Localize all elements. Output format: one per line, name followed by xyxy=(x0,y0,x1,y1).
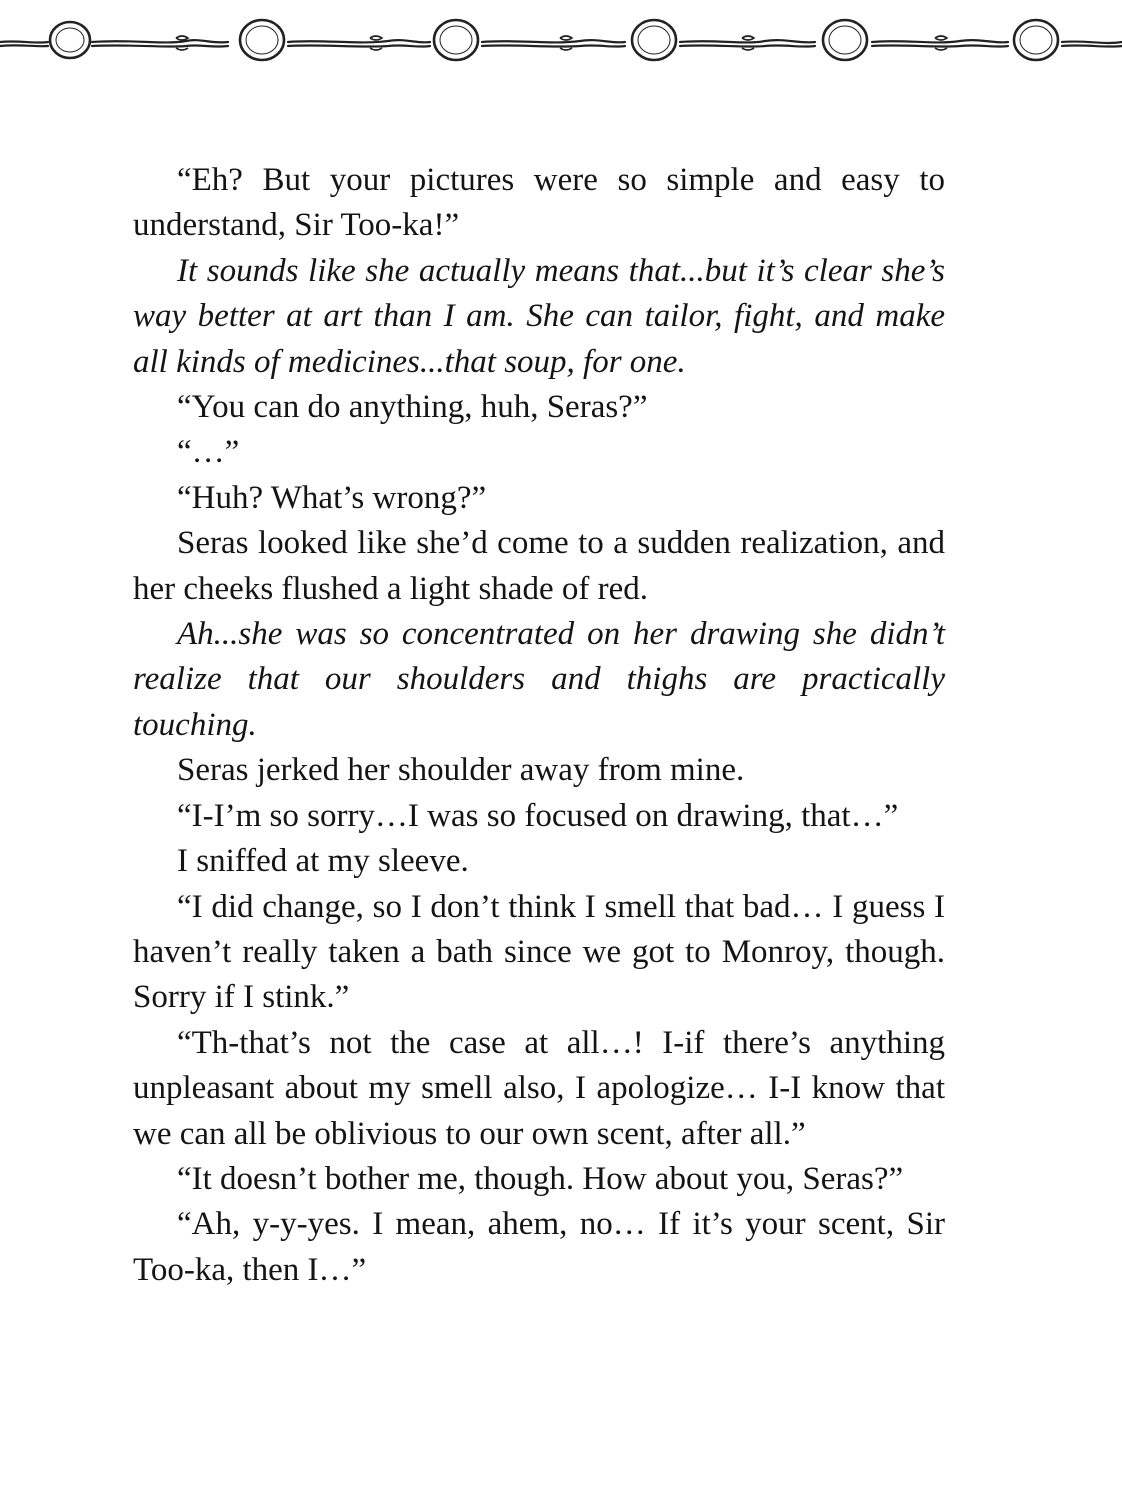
paragraph: Ah...she was so concentrated on her drawing she didn’t realize that our shoulders and thighs are practically touching. xyxy=(133,616,945,743)
paragraph: “I-I’m so sorry…I was so focused on drawing, that…” xyxy=(177,797,899,834)
paragraph: Seras jerked her shoulder away from mine. xyxy=(177,752,745,789)
paragraph: “Th-that’s not the case at all…! I-if there’s anything unpleasant about my smell also, I apologize… I-I know that we can all be oblivious to our own scent, after all.” xyxy=(133,1024,945,1152)
paragraph: “It doesn’t bother me, though. How about you, Seras?” xyxy=(177,1160,904,1197)
paragraph: It sounds like she actually means that...but it’s clear she’s way better at art than I am. She can tailor, fight, and make all kinds of medicines...that soup, for one. xyxy=(133,252,945,380)
paragraph: “Ah, y-y-yes. I mean, ahem, no… If it’s your scent, Sir Too-ka, then I…” xyxy=(133,1206,945,1288)
body-text xyxy=(133,158,945,1293)
paragraph: “Huh? What’s wrong?” xyxy=(177,479,487,516)
paragraph: “You can do anything, huh, Seras?” xyxy=(177,389,648,426)
chain-border-icon xyxy=(0,0,1122,90)
paragraph: “Eh? But your pictures were so simple and easy to understand, Sir Too-ka!” xyxy=(133,162,945,244)
paragraph: “I did change, so I don’t think I smell that bad… I guess I haven’t really taken a bath since we got to Monroy, though. Sorry if I stink.” xyxy=(133,888,945,1016)
paragraph: I sniffed at my sleeve. xyxy=(177,843,469,880)
paragraph: “…” xyxy=(177,434,240,471)
paragraph: Seras looked like she’d come to a sudden realization, and her cheeks flushed a light shade of red. xyxy=(133,525,945,607)
